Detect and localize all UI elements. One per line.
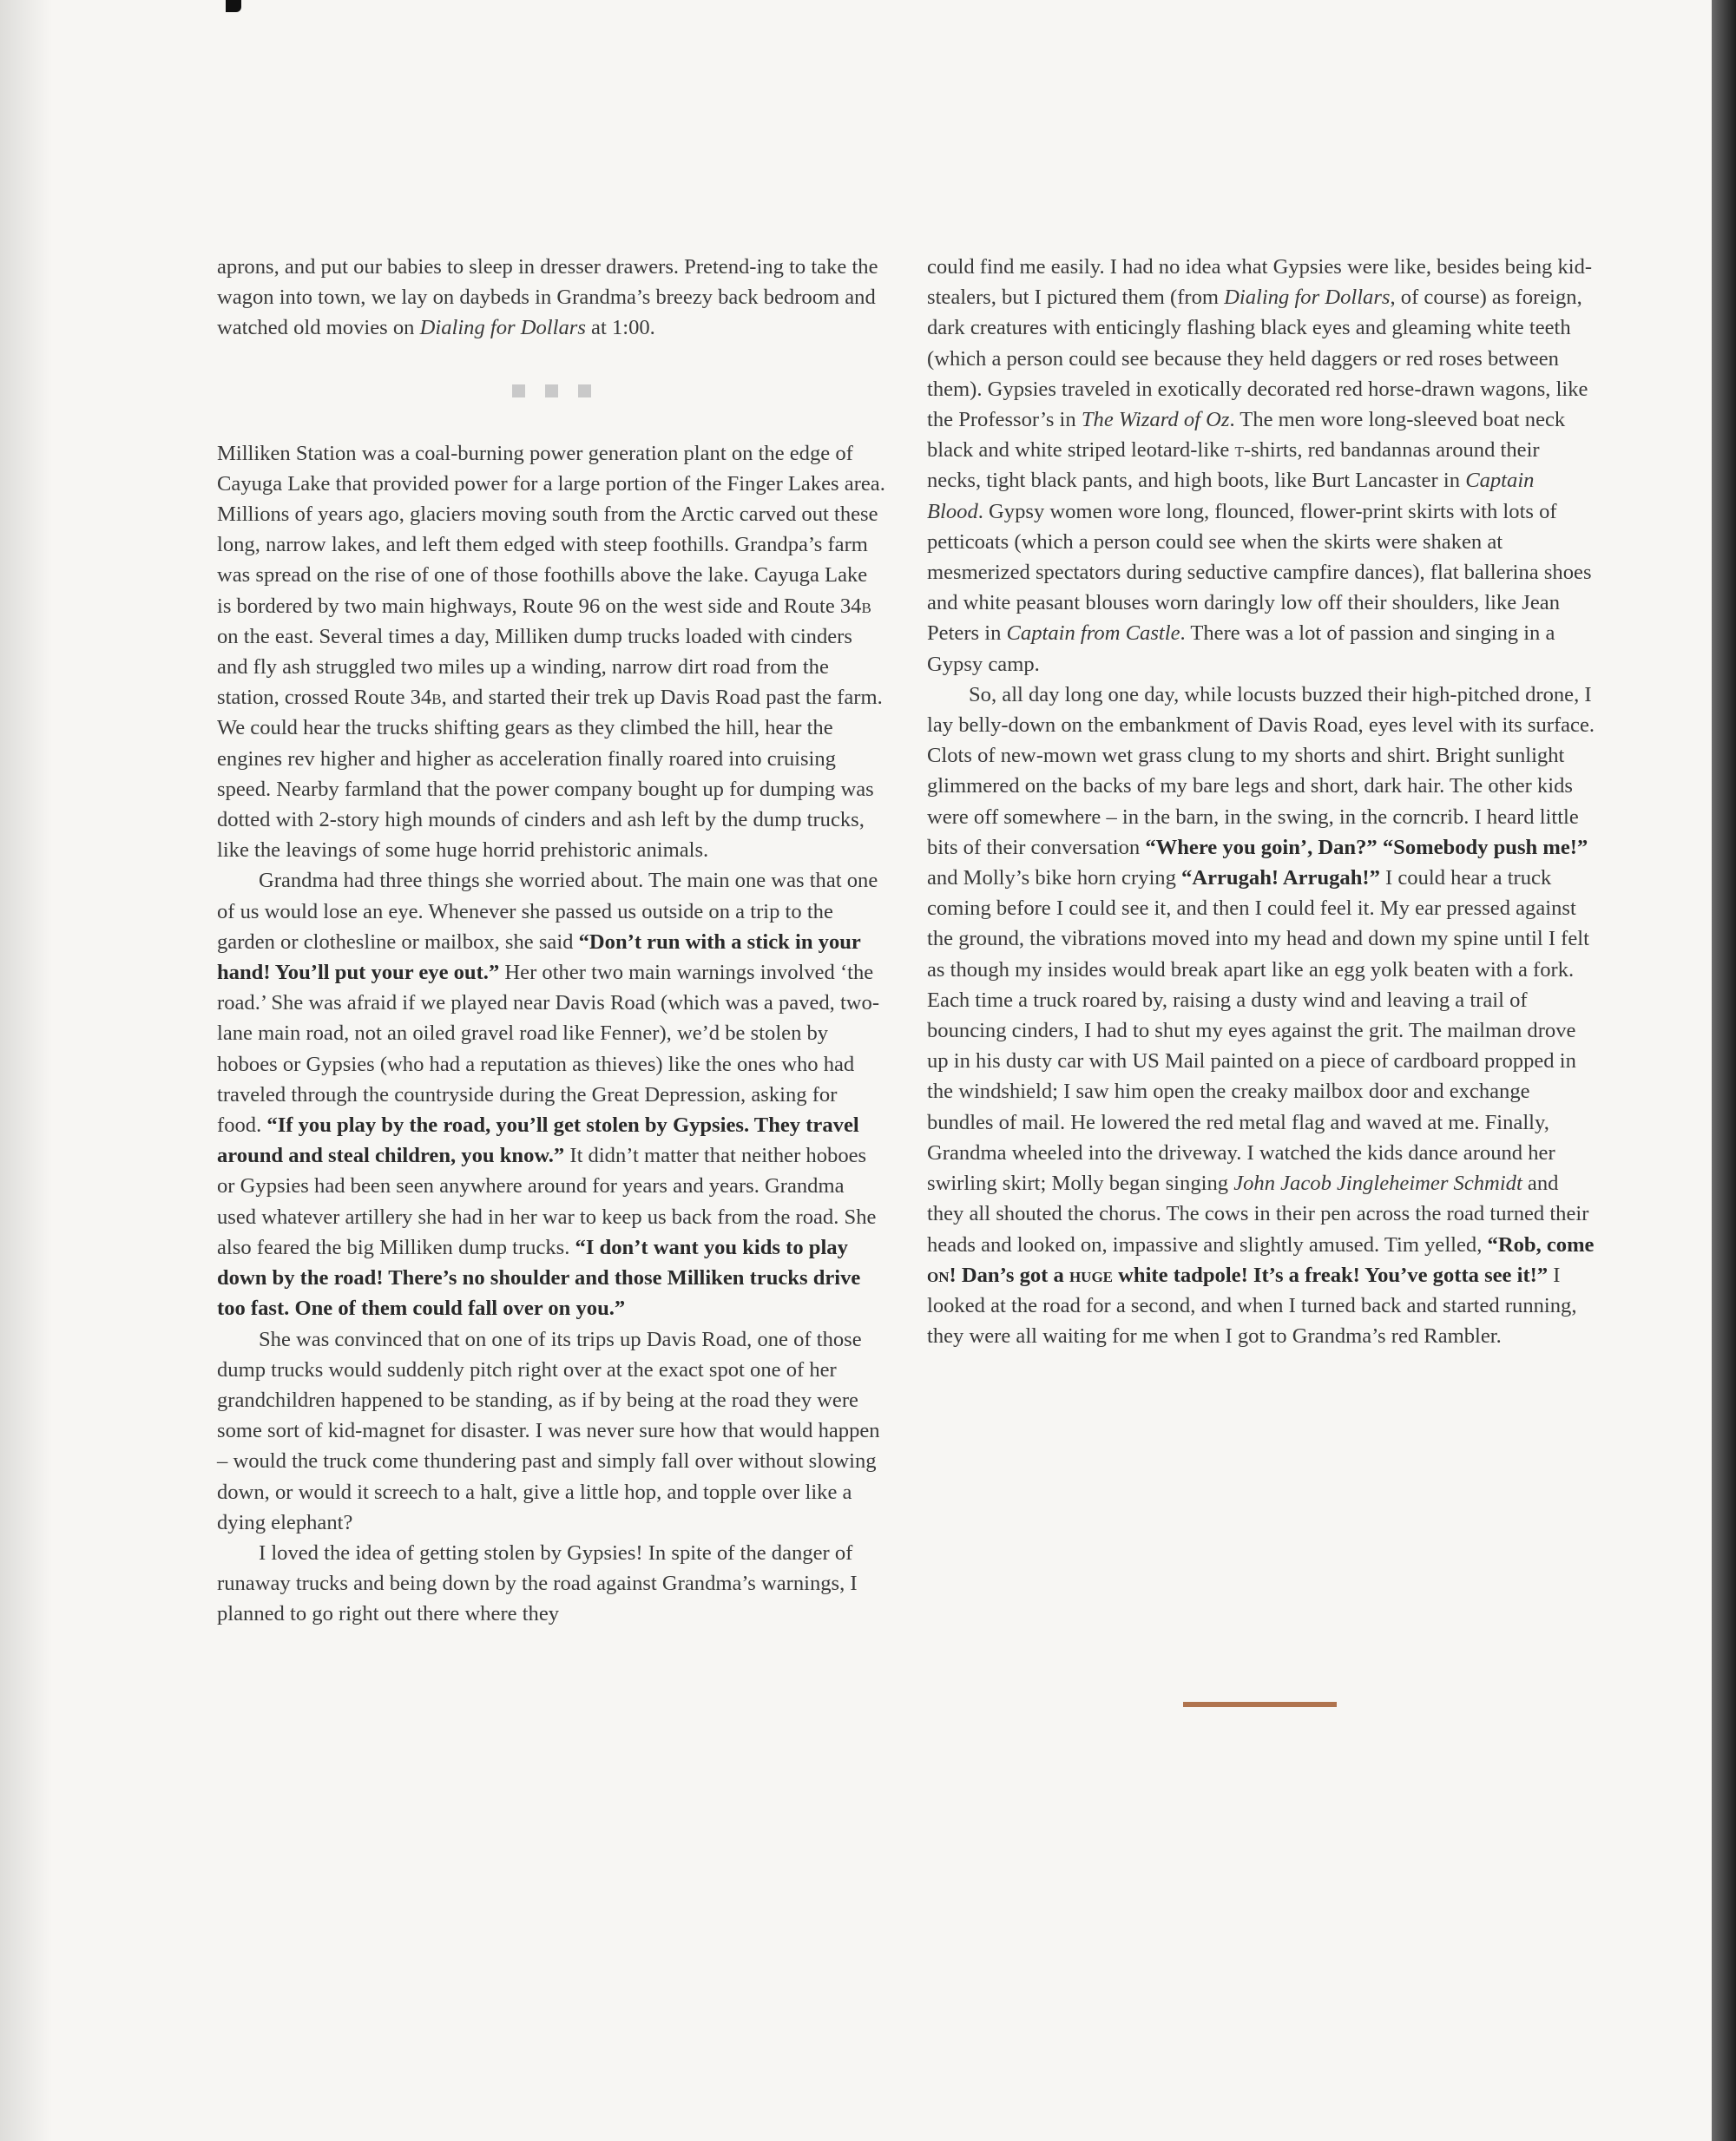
film-title: Dialing for Dollars [1224,286,1391,310]
quote: “Arrugah! Arrugah!” [1181,866,1380,890]
paragraph: She was convinced that on one of its trips up Davis Road, one of those dump trucks would suddenly pitch right over at the exact spot one of her grandchildren happened to be standing, as if by being at the road they were some sort of kid-magnet for disaster. I was never sure how that would happen – would the truck come thundering past and simply fall over without slowing down, or would it screech to a halt, give a little hop, and topple over like a dying elephant? [217,1327,880,1534]
left-column [217,252,885,1630]
paragraph: I loved the idea of getting stolen by Gypsies! In spite of the danger of runaway trucks and being down by the road against Grandma’s warnings, I planned to go right out there where they [217,1540,858,1626]
spine-shadow [0,0,52,2141]
film-title: Dialing for Dollars [419,316,586,340]
divider-square-icon [512,384,525,397]
paragraph: Milliken Station was a coal-burning power generation plant on the edge of Cayuga Lake that provided power for a large portion of the Finger Lakes area. Millions of years ago, glaciers moving south from the Arctic carved out these long, narrow lakes, and left them edged with steep foothills. Grandpa’s farm was spread on the rise of one of those foothills above the lake. Cayuga Lake is bordered by two main highways, Route 96 on the west side and Route 34b on the east. Several times a day, Milliken dump trucks loaded with cinders and fly ash struggled two miles up a winding, narrow dirt road from the station, crossed Route 34b, and started their trek up Davis Road past the farm. We could hear the trucks shifting gears as they climbed the hill, hear the engines rev higher and higher as acceleration finally roared into cruising speed. Nearby farmland that the power company bought up for dumping was dotted with 2-story high mounds of cinders and ash left by the dump trucks, like the leavings of some huge horrid prehistoric animals. [217,441,885,863]
divider-square-icon [578,384,591,397]
quote: “Don’t run with a stick in your hand! You’ll put your eye out.” [217,929,861,985]
film-title: Captain from Castle [1006,621,1180,646]
film-title: The Wizard of Oz [1081,408,1230,432]
end-of-chapter-rule [1183,1702,1337,1707]
divider-square-icon [545,384,558,397]
right-column [927,252,1595,1351]
top-binding-notch [226,0,241,12]
paragraph: aprons, and put our babies to sleep in dresser drawers. Pretend-ing to take the wagon into town, we lay on daybeds in Grandma’s breezy back bedroom and watched old movies on Dialing for Dollars at 1:00. [217,255,878,340]
section-divider [217,344,885,438]
song-title: John Jacob Jingleheimer Schmidt [1233,1172,1522,1196]
film-title: Captain Blood [927,469,1535,523]
quote: “Rob, come on! Dan’s got a huge white tadpole! It’s a freak! You’ve gotta see it!” [927,1232,1595,1287]
quote: “Where you goin’, Dan?” “Somebody push me!” [1145,835,1588,859]
page-right-edge [1712,0,1736,2141]
quote: “I don’t want you kids to play down by the road! There’s no shoulder and those Milliken trucks drive too fast. One of them could fall over on you.” [217,1235,861,1321]
paragraph: So, all day long one day, while locusts buzzed their high-pitched drone, I lay belly-down on the embankment of Davis Road, eyes level with its surface. Clots of new-mown wet grass clung to my shorts and shirt. Bright sunlight glimmered on the backs of my bare legs and short, dark hair. The other kids were off somewhere – in the barn, in the swing, in the corncrib. I heard little bits of their conversation “Where you goin’, Dan?” “Somebody push me!” and Molly’s bike horn crying “Arrugah! Arrugah!” I could hear a truck coming before I could see it, and then I could feel it. My ear pressed against the ground, the vibrations moved into my head and down my spine until I felt as though my insides would break apart like an egg yolk beaten with a fork. Each time a truck roared by, raising a dusty wind and leaving a trail of bouncing cinders, I had to shut my eyes against the grit. The mailman drove up in his dusty car with US Mail painted on a piece of cardboard propped in the windshield; I saw him open the creaky mailbox door and exchange bundles of mail. He lowered the red metal flag and waved at me. Finally, Grandma wheeled into the driveway. I watched the kids dance around her swirling skirt; Molly began singing John Jacob Jingleheimer Schmidt and they all shouted the chorus. The cows in their pen across the road turned their heads and looked on, impassive and slightly amused. Tim yelled, “Rob, come on! Dan’s got a huge white tadpole! It’s a freak! You’ve gotta see it!” I looked at the road for a second, and when I turned back and started running, they were all waiting for me when I got to Grandma’s red Rambler. [927,682,1595,1349]
paragraph: could find me easily. I had no idea what Gypsies were like, besides being kid-stealers, but I pictured them (from Dialing for Dollars, of course) as foreign, dark creatures with enticingly flashing black eyes and gleaming white teeth (which a person could see because they held daggers or red roses between them). Gypsies traveled in exotically decorated red horse-drawn wagons, like the Professor’s in The Wizard of Oz. The men wore long-sleeved boat neck black and white striped leotard-like t-shirts, red bandannas around their necks, tight black pants, and high boots, like Burt Lancaster in Captain Blood. Gypsy women wore long, flounced, flower-print skirts with lots of petticoats (which a person could see when the skirts were shaken at mesmerized spectators during seductive campfire dances), flat ballerina shoes and white peasant blouses worn daringly low off their shoulders, like Jean Peters in Captain from Castle. There was a lot of passion and singing in a Gypsy camp. [927,255,1593,676]
quote: “If you play by the road, you’ll get stolen by Gypsies. They travel around and steal children, you know.” [217,1113,859,1168]
paragraph: Grandma had three things she worried about. The main one was that one of us would lose an eye. Whenever she passed us outside on a trip to the garden or clothesline or mailbox, she said “Don’t run with a stick in your hand! You’ll put your eye out.” Her other two main warnings involved ‘the road.’ She was afraid if we played near Davis Road (which was a paved, two-lane main road, not an oiled gravel road like Fenner), we’d be stolen by hoboes or Gypsies (who had a reputation as thieves) like the ones who had traveled through the countryside during the Great Depression, asking for food. “If you play by the road, you’ll get stolen by Gypsies. They travel around and steal children, you know.” It didn’t matter that neither hoboes or Gypsies had been seen anywhere around for years and years. Grandma used whatever artillery she had in her war to keep us back from the road. She also feared the big Milliken dump trucks. “I don’t want you kids to play down by the road! There’s no shoulder and those Milliken trucks drive too fast. One of them could fall over on you.” [217,869,880,1321]
